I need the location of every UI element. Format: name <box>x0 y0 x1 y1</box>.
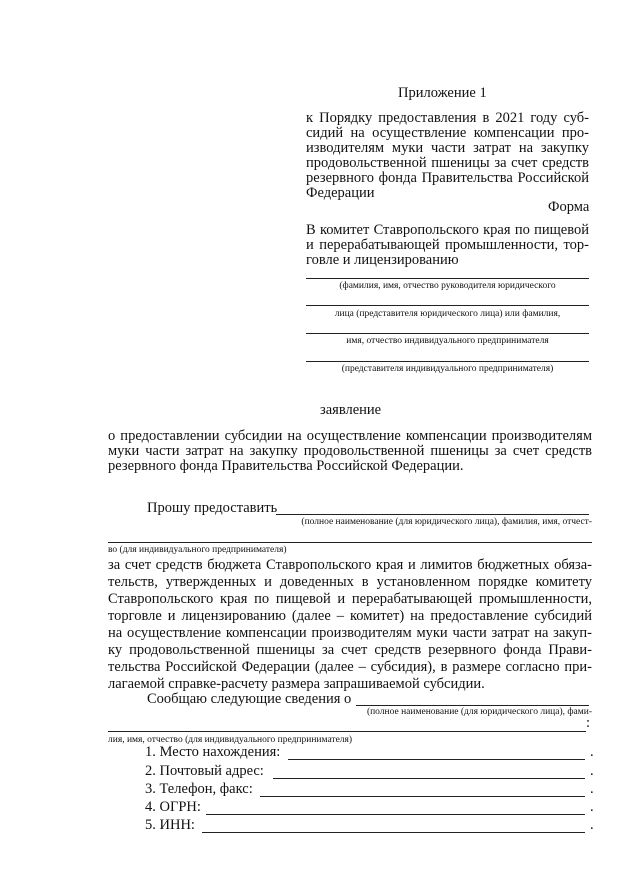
body-line: на осуществление компенсации производителям муки части затрат на закуп- <box>108 625 592 641</box>
form-label: Форма <box>548 199 590 215</box>
info-label: Сообщаю следующие сведения о <box>147 691 352 707</box>
request-caption: (полное наименование (для юридического лица), фамилия, имя, отчест- <box>301 517 592 527</box>
body-line: лагаемой справке-расчету размера запрашиваемой субсидии. <box>108 676 485 692</box>
request-blank-line[interactable] <box>108 542 592 543</box>
info-blank-line[interactable] <box>108 731 586 732</box>
addressee-blank-line <box>306 278 589 279</box>
addressee-blank-line <box>306 361 589 362</box>
field-end: . <box>590 763 594 779</box>
application-title: заявление <box>320 402 382 418</box>
addressee-caption: (представителя индивидуального предпринимателя) <box>341 364 554 374</box>
addressee-line: говле и лицензированию <box>306 252 459 268</box>
appendix-subtitle-line: резервного фонда Правительства Российской <box>306 170 589 186</box>
appendix-subtitle-line: изводителям муки части затрат на закупку <box>306 140 589 156</box>
field-label-ogrn: 4. ОГРН: <box>145 799 201 815</box>
field-line-ogrn[interactable] <box>206 814 585 815</box>
field-end: . <box>590 799 594 815</box>
appendix-subtitle-line: к Порядку предоставления в 2021 году суб- <box>306 110 589 126</box>
appendix-subtitle-line: Федерации <box>306 185 375 201</box>
addressee-caption: имя, отчество индивидуального предпринимателя <box>346 336 549 346</box>
addressee-blank-line <box>306 305 589 306</box>
info-colon: : <box>586 715 591 731</box>
subject-line: о предоставлении субсидии на осуществление компенсации производителям <box>108 428 592 444</box>
request-caption: во (для индивидуального предпринимателя) <box>108 545 287 555</box>
addressee-caption: лица (представителя юридического лица) или фамилия, <box>334 309 561 319</box>
addressee-caption: (фамилия, имя, отчество руководителя юридического <box>339 281 556 291</box>
field-line-phone[interactable] <box>260 796 585 797</box>
field-line-postal[interactable] <box>273 778 585 779</box>
field-line-inn[interactable] <box>202 832 585 833</box>
appendix-subtitle-line: сидий на осуществление компенсации про- <box>306 125 589 141</box>
body-line: ку продовольственной пшеницы за счет средств резервного фонда Прави- <box>108 642 592 658</box>
subject-line: резервного фонда Правительства Российской Федерации. <box>108 458 464 474</box>
body-line: Ставропольского края по пищевой и перерабатывающей промышленности, <box>108 591 592 607</box>
addressee-line: В комитет Ставропольского края по пищевой <box>306 222 589 238</box>
field-end: . <box>590 817 594 833</box>
request-label: Прошу предоставить <box>147 500 278 516</box>
field-end: . <box>590 781 594 797</box>
request-blank-line[interactable] <box>276 514 589 515</box>
field-label-phone: 3. Телефон, факс: <box>145 781 253 797</box>
info-caption: (полное наименование (для юридического лица), фами- <box>366 707 592 717</box>
body-line: тельства Российской Федерации (далее – субсидия), в размере согласно при- <box>108 659 592 675</box>
appendix-number: Приложение 1 <box>398 85 487 101</box>
info-blank-line[interactable] <box>356 705 589 706</box>
field-label-postal: 2. Почтовый адрес: <box>145 763 264 779</box>
addressee-blank-line <box>306 333 589 334</box>
addressee-line: и перерабатывающей промышленности, тор- <box>306 237 589 253</box>
subject-line: муки части затрат на закупку продовольственной пшеницы за счет средств <box>108 443 592 459</box>
field-label-inn: 5. ИНН: <box>145 817 195 833</box>
body-line: за счет средств бюджета Ставропольского края и лимитов бюджетных обяза- <box>108 557 592 573</box>
field-end: . <box>590 744 594 760</box>
appendix-subtitle-line: продовольственной пшеницы за счет средств <box>306 155 589 171</box>
field-label-location: 1. Место нахождения: <box>145 744 281 760</box>
field-line-location[interactable] <box>288 759 585 760</box>
info-caption: лия, имя, отчество (для индивидуального предпринимателя) <box>108 735 353 745</box>
body-line: тельств, утвержденных и доведенных в установленном порядке комитету <box>108 574 592 590</box>
body-line: торговле и лицензированию (далее – комитет) на предоставление субсидий <box>108 608 592 624</box>
